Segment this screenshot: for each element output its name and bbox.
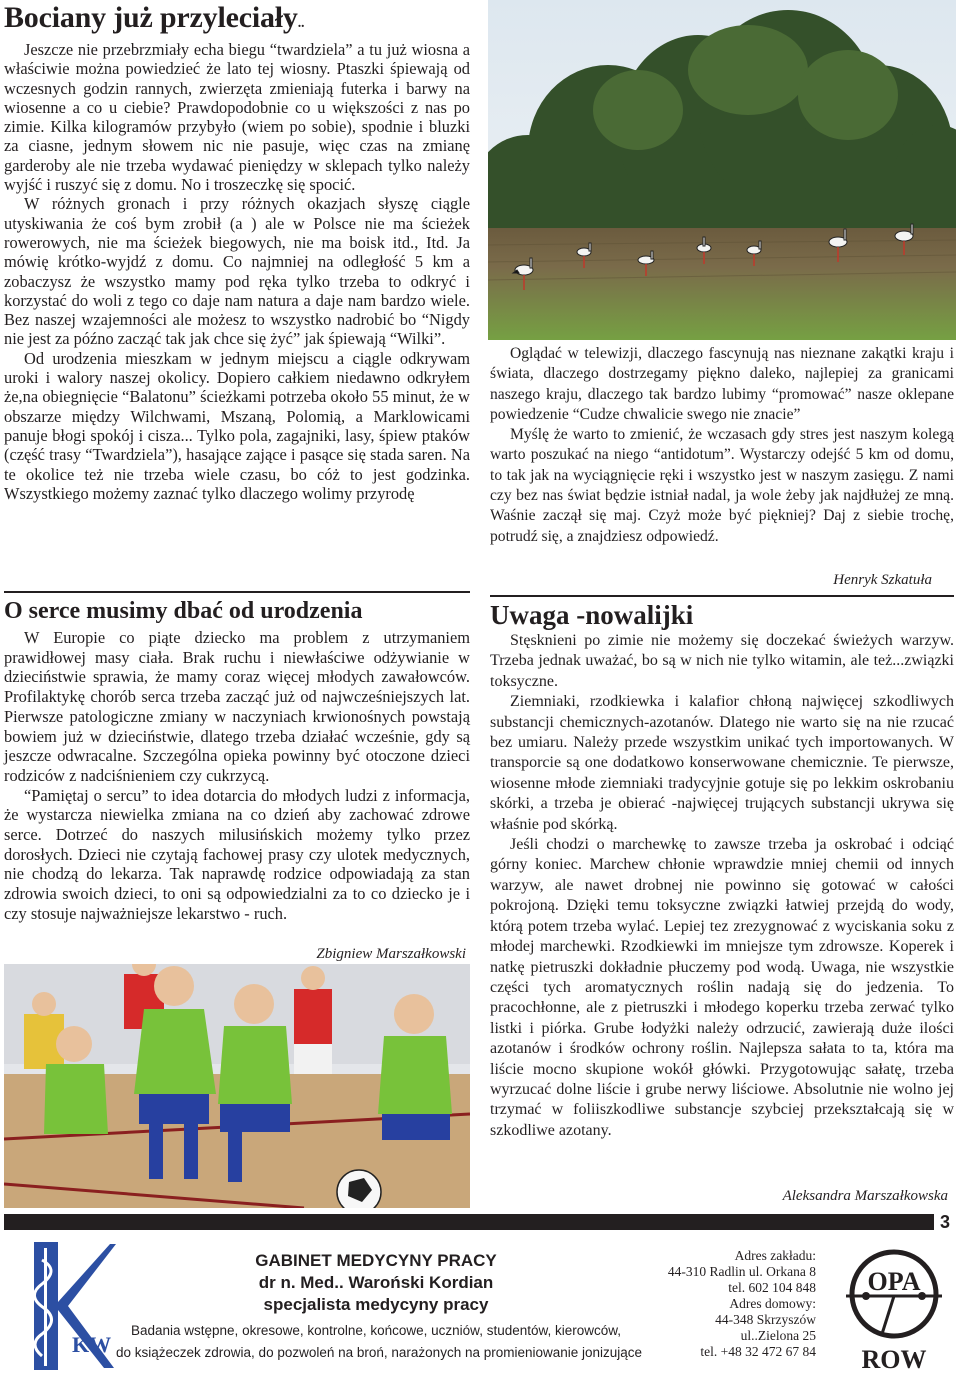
divider — [4, 591, 470, 593]
page-number-bar — [4, 1214, 934, 1230]
storks-photo — [488, 0, 956, 340]
paragraph: Jeśli chodzi o marchewkę to zawsze trzeba ja oskrobać i odciąć górny koniec. Marchew chłonie wprawdzie mniej chemii od innych warzyw, ale nawet drobnej nie powinno się gotować w całości pokrojoną. Dzięki temu toksyczne związki łatwiej przejdą do wody, którą potem trzeba wylać. Lepiej tez zrezygnować z wyciskania soku z młodej marchewki. Rzodkiewki im mniejsze tym zdrowsze. Koperek i natkę pietruszki dokładnie płuczemy pod wodą. Uwaga, nie wszystkie części tych aromatycznych roślin nadają się do jedzenia. To pracochłonne, ale z pietruszki i młodego koperku trzeba zerwać tylko listki i piórka. Grube łodyżki należy odrzucić, zawierają duże ilości azotanów i środków ochrony roślin. Najlepsza sałata to ta, która ma liście mocno skupione wokół główki. Przygotowując sałatę, trzeba wyrzucać dolne liście i grube nerwy liściowe. Absolutnie nie wolno jej trzymać w foliiszkodliwe substancje szybciej przekształcają się w szkodliwe azotany. — [490, 836, 954, 1139]
kw-logo — [20, 1240, 116, 1372]
address-line: tel. 602 104 848 — [728, 1280, 816, 1295]
opa-row-logo — [844, 1242, 944, 1374]
page-number: 3 — [939, 1212, 950, 1232]
article-bociany-continued — [490, 344, 954, 547]
paragraph: Jeszcze nie przebrzmiały echa biegu “twardziela” a tu już wiosna a właściwie można powiedzieć że lato tej wiosny. Ptaszki śpiewają od wczesnych godzin rannych, zwierzęta zmieniają futerka i barwy na wiosenne a co u ciebie? Prawdopodobnie co u większości z nas po zimie. Kilka kilogramów przybyło (wiem po sobie), spodnie i bluzki za ciasne, jednym słowem nic nie pasuje, więc czas na zmianę garderoby ale nie trzeba wydawać pieniędzy w sklepach tylko należy wyjść i ruszyć się z domu. No i troszeczkę się spocić. — [4, 40, 470, 195]
author-signature: Zbigniew Marszałkowski — [316, 946, 466, 962]
ad-addresses — [630, 1248, 816, 1360]
article-title-suffix: .. — [297, 16, 305, 31]
paragraph: W różnych gronach i przy różnych okazjach słyszę ciągle utyskiwania że coś bym zrobił (a ) ale w Polsce nie ma ścieżek rowerowych, nie ma ścieżek biegowych, nie ma boisk itd., Itd. Ja mówię krótko-wyjdź z domu. Co najmniej na odległość 5 km a zobaczysz że wszystko mamy pod ręka tylko trzeba to odkryć i korzystać do woli z tego co daje nam natura a daje nam bardzo wiele. Bez naszej wzajemności ale możesz to wszystko nadrobić bo “Nigdy nie jest za późno zacząć tak jak chce się żyć” jak śpiewają “Wilki”. — [4, 194, 470, 349]
caduceus-k-logo — [20, 1240, 116, 1372]
article-serce — [4, 596, 470, 924]
article-body — [490, 631, 954, 1141]
kids-football-photo — [4, 964, 470, 1208]
ad-line: Badania wstępne, okresowe, kontrolne, końcowe, uczniów, studentów, kierowców, — [130, 1323, 622, 1338]
author-signature: Henryk Szkatuła — [833, 572, 932, 588]
article-title: O serce musimy dbać od urodzenia — [4, 598, 363, 624]
article-title-main: Bociany już przyleciały — [4, 1, 298, 34]
address-line: ul..Zielona 25 — [740, 1328, 816, 1343]
ad-line: dr n. Med.. Waroński Kordian — [258, 1273, 494, 1292]
ad-line: GABINET MEDYCYNY PRACY — [255, 1251, 497, 1270]
logo-top-text: OPA — [867, 1267, 921, 1296]
paragraph: Myślę że warto to zmienić, że wczasach gdy stres jest naszym kolegą warto poszukać na niego “antidotum”. Wystarczy odejść 5 km od domu, to tak jak na wyciągnięcie ręki i wszystko jest w naszym zasięgu. Z nami czy bez nas świat będzie istniał nadal, ja wole żeby jak najdłużej ze mną. Waśnie zaczął się maj. Czyż może być piękniej? Daj z siebie trochę, potrudź się, a znajdziesz odpowiedź. — [490, 426, 954, 545]
ad-line: specjalista medycyny pracy — [263, 1295, 489, 1314]
paragraph: Ziemniaki, rzodkiewka i kalafior chłoną najwięcej szkodliwych substancji chemicznych-azotanów. Dlatego nie warto się na nie rzucać bez umiaru. Należy przede wszystkim unikać tych importowanych. W transporcie są one dodatkowo konserwowane chemicznie. Te pierwsze, wiosenne młode ziemniaki tradycyjnie gotuje się po lekkim oskrobaniu skórki, a trzeba je obierać -najwięcej trujących substancji ukrywa się właśnie pod skórką. — [490, 693, 954, 833]
ad-center-text — [116, 1250, 643, 1364]
paragraph: Oglądać w telewizji, dlaczego fascynują nas nieznane zakątki kraju i świata, dlaczego dostrzegamy piękno daleko, najlepiej za granicami naszego kraju, dlaczego tak bardzo lubimy “promować” nasze oklepane powiedzenie “Cudze chwalicie swego nie znacie” — [490, 345, 954, 423]
article-bociany — [4, 0, 470, 503]
divider — [490, 595, 954, 597]
address-line: tel. +48 32 472 67 84 — [700, 1344, 816, 1359]
kids-football-illustration — [4, 964, 470, 1208]
author-signature: Aleksandra Marszałkowska — [782, 1188, 948, 1204]
paragraph: “Pamiętaj o sercu” to idea dotarcia do młodych ludzi z informacja, że wystarcza niewielka zmiana na co dzień aby zachować zdrowe serce. Dotrzeć do naszych milusińskich możemy tylko przez dorosłych. Dzieci nie czytają fachowej prasy czy ulotek medycznych, nie chodzą do lekarza. Tak naprawdę rodzice odpowiadają za stan zdrowia swoich dzieci, to oni są odpowiedzialni za to co dziecko je i czy stosuje najważniejsze lekarstwo - ruch. — [4, 785, 470, 923]
paragraph: Stęsknieni po zimie nie możemy się doczekać świeżych warzyw. Trzeba jednak uważać, bo są w nich nie tylko witamin, ale też...związki toksyczne. — [490, 632, 954, 690]
storks-field-illustration — [488, 0, 956, 340]
opa-row-logo-graphic — [844, 1242, 944, 1374]
article-body — [4, 40, 470, 503]
medical-ad — [4, 1234, 956, 1378]
article-nowalijki — [490, 598, 954, 1141]
article-body — [4, 628, 470, 924]
paragraph: W Europie co piąte dziecko ma problem z utrzymaniem prawidłowej masy ciała. Brak ruchu i niewłaściwe odżywianie w dzieciństwie sprawia, że mamy coraz więcej młodych zawałowców. Profilaktykę chorób serca trzeba zacząć już od najwcześniejszych lat. Pierwsze patologiczne zmiany w naczyniach krwionośnych powstają bowiem już w dzieciństwie, dlatego trzeba działać wcześnie, gdy są jeszcze odwracalne. Szczególna opieka powinny być otoczone dzieci rodziców z nadciśnieniem czy cukrzycą. — [4, 628, 470, 785]
address-line: Adres domowy: — [729, 1296, 816, 1311]
logo-bottom-text: ROW — [861, 1345, 927, 1374]
address-line: 44-348 Skrzyszów — [715, 1312, 816, 1327]
address-line: Adres zakładu: — [734, 1248, 816, 1263]
address-line: 44-310 Radlin ul. Orkana 8 — [667, 1264, 816, 1279]
article-title — [4, 0, 470, 42]
article-title: Uwaga -nowalijki — [490, 600, 694, 630]
ad-line: do książeczek zdrowia, do pozwoleń na broń, narażonych na promieniowanie jonizujące — [116, 1345, 643, 1360]
paragraph: Od urodzenia mieszkam w jednym miejscu a ciągle odkrywam uroki i walory naszej okolicy. Dopiero całkiem niedawno odkryłem że,na obiegnięcie “Balatonu” ścieżkami potrzeba około 55 minut, że w obszarze między Wilchwami, Mszaną, Polomią, a Marklowicami panuje błogi spokój i cisza... Tylko pola, zagajniki, lasy, śpiew ptaków (część trasy “Twardziela”), hasające zające i pasące się stada saren. Na te okolice też nie trzeba wiele czasu, bo cóż to jest godzinka. Wszystkiego możemy zaznać tylko dlaczego wolimy przyrodę — [4, 348, 470, 503]
logo-letters: KW — [72, 1332, 112, 1357]
